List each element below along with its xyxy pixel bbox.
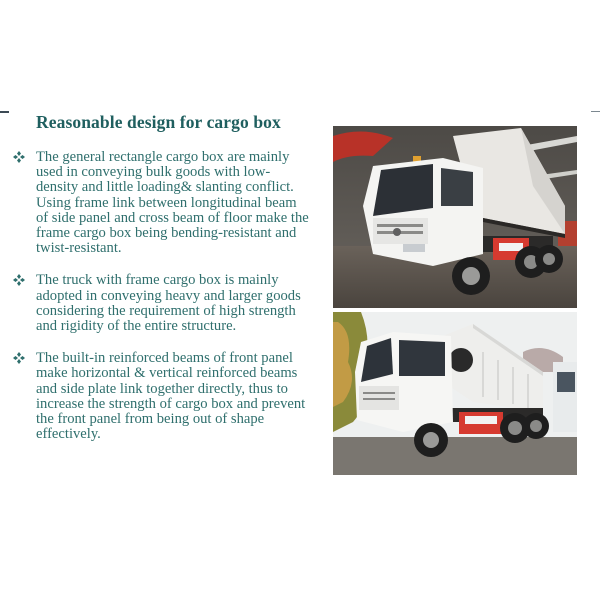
bullet-item <box>12 351 312 442</box>
bullet-text: The built-in reinforced beams of front panel make horizontal & vertical reinforced beams and side plate link together directly, thus to increase the strength of cargo box and prevent the front panel from being out of shape effectively. <box>36 350 306 443</box>
slide-edge-mark-right <box>591 111 600 112</box>
bullet-item <box>12 273 312 334</box>
bullet-list <box>12 150 312 459</box>
truck-photo-outdoor <box>333 312 577 475</box>
slide-title: Reasonable design for cargo box <box>36 112 281 132</box>
slide-edge-mark-left <box>0 111 9 113</box>
truck-outdoor-illustration <box>333 312 577 475</box>
truck-workshop-illustration <box>333 126 577 308</box>
bullet-item <box>12 150 312 256</box>
truck-photo-workshop <box>333 126 577 308</box>
bullet-text: The truck with frame cargo box is mainly adopted in conveying heavy and larger goods considering the requirement of high strength and rigidity of the entire structure. <box>36 272 301 335</box>
four-diamond-icon <box>12 273 26 287</box>
four-diamond-icon <box>12 150 26 164</box>
bullet-text: The general rectangle cargo box are mainly used in conveying bulk goods with low-density and little loading& slanting conflict. Using frame link between longitudinal beam of side panel and cross beam of floor make the frame cargo box being bending-resistant and twist-resistant. <box>36 149 309 257</box>
four-diamond-icon <box>12 351 26 365</box>
